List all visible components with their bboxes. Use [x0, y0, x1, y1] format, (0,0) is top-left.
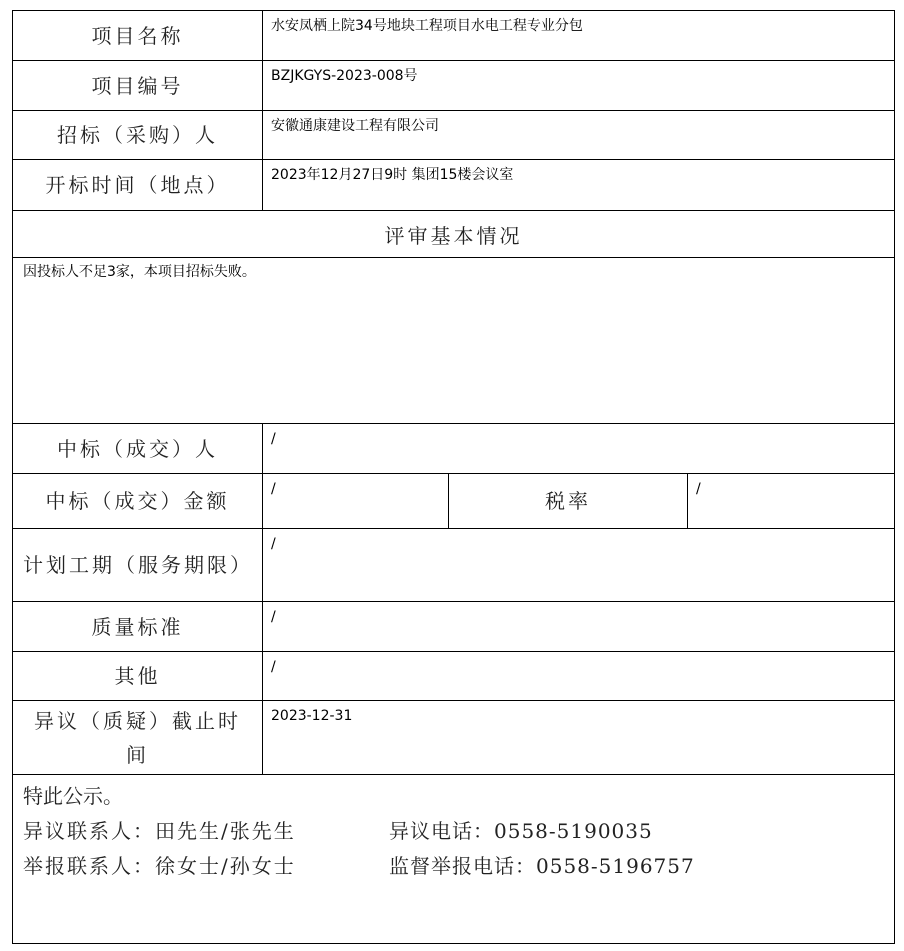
tenderer-value: 安徽通康建设工程有限公司 [263, 111, 895, 160]
opening-value: 2023年12月27日9时 集团15楼会议室 [263, 160, 895, 211]
period-value: / [263, 529, 895, 602]
objection-contact: 异议联系人：田先生/张先生 [23, 819, 296, 843]
footer-notice [13, 775, 895, 944]
amount-value: / [263, 474, 449, 529]
objection-phone: 异议电话：0558-5190035 [389, 819, 653, 843]
row-winner [13, 424, 895, 474]
row-tenderer [13, 111, 895, 160]
report-phone: 监督举报电话：0558-5196757 [389, 854, 695, 878]
other-value: / [263, 652, 895, 701]
row-quality [13, 602, 895, 652]
opening-label: 开标时间（地点） [13, 160, 263, 211]
quality-value: / [263, 602, 895, 652]
row-footer [13, 775, 895, 944]
tenderer-label: 招标（采购）人 [13, 111, 263, 160]
project-no-value: BZJKGYS-2023-008号 [263, 61, 895, 111]
row-amount [13, 474, 895, 529]
project-name-label: 项目名称 [13, 11, 263, 61]
review-text: 因投标人不足3家，本项目招标失败。 [13, 258, 895, 424]
period-label: 计划工期（服务期限） [13, 529, 263, 602]
tax-rate-value: / [688, 474, 895, 529]
row-review-title [13, 211, 895, 258]
objection-deadline-value: 2023-12-31 [263, 701, 895, 775]
objection-contact-line [23, 814, 884, 849]
project-name-value: 水安凤栖上院34号地块工程项目水电工程专业分包 [263, 11, 895, 61]
amount-label: 中标（成交）金额 [13, 474, 263, 529]
row-other [13, 652, 895, 701]
winner-label: 中标（成交）人 [13, 424, 263, 474]
report-contact-line [23, 849, 884, 884]
notice-table [12, 10, 895, 944]
row-period [13, 529, 895, 602]
announce-text: 特此公示。 [23, 784, 123, 808]
row-objection-deadline [13, 701, 895, 775]
other-label: 其他 [13, 652, 263, 701]
objection-deadline-label: 异议（质疑）截止时间 [13, 701, 263, 775]
notice-sheet [12, 10, 894, 943]
announce-line [23, 779, 884, 814]
winner-value: / [263, 424, 895, 474]
project-no-label: 项目编号 [13, 61, 263, 111]
row-project-no [13, 61, 895, 111]
review-section-title: 评审基本情况 [13, 211, 895, 258]
row-opening [13, 160, 895, 211]
tax-rate-label: 税率 [449, 474, 688, 529]
report-contact: 举报联系人：徐女士/孙女士 [23, 854, 296, 878]
quality-label: 质量标准 [13, 602, 263, 652]
row-project-name [13, 11, 895, 61]
row-review-body [13, 258, 895, 424]
